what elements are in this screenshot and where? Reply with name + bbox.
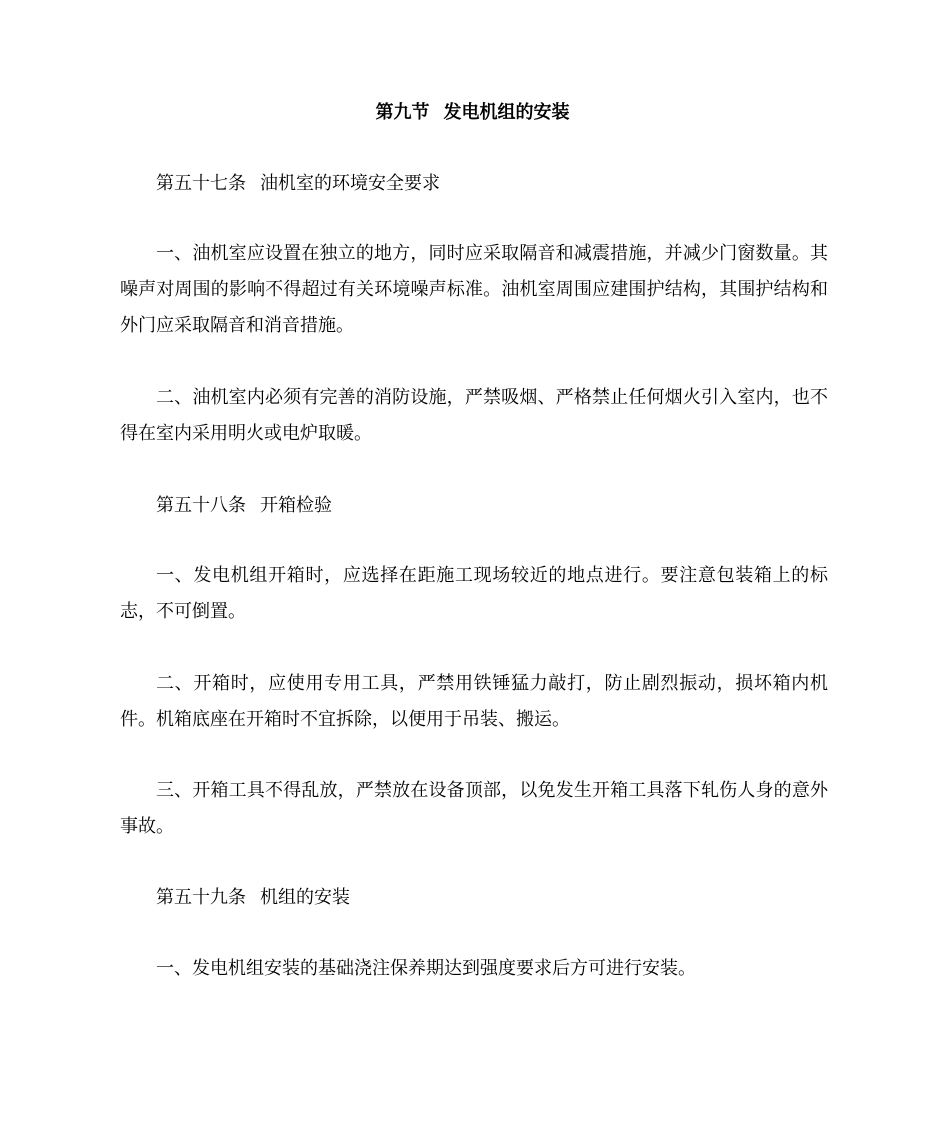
article-title: 油机室的环境安全要求 — [260, 173, 440, 194]
article-heading — [120, 166, 828, 202]
section-name: 发电机组的安装 — [443, 102, 570, 123]
section-title — [0, 100, 945, 126]
paragraph: 一、发电机组安装的基础浇注保养期达到强度要求后方可进行安装。 — [156, 958, 696, 979]
paragraph: 三、开箱工具不得乱放，严禁放在设备顶部，以免发生开箱工具落下轧伤人身的意外事故。 — [120, 780, 828, 837]
article-number: 第五十九条 — [156, 887, 246, 908]
paragraph: 一、油机室应设置在独立的地方，同时应采取隔音和减震措施，并减少门窗数量。其噪声对周围的影响不得超过有关环境噪声标准。油机室周围应建围护结构，其围护结构和外门应采取隔音和消音措施。 — [120, 243, 828, 336]
article-title: 机组的安装 — [260, 887, 350, 908]
paragraph: 二、油机室内必须有完善的消防设施，严禁吸烟、严格禁止任何烟火引入室内，也不得在室内采用明火或电炉取暖。 — [120, 387, 828, 444]
article-heading — [120, 488, 828, 524]
article-number: 第五十八条 — [156, 495, 246, 516]
article-title: 开箱检验 — [260, 495, 332, 516]
article-number: 第五十七条 — [156, 173, 246, 194]
article-heading — [120, 880, 828, 916]
section-number: 第九节 — [375, 102, 430, 123]
paragraph: 二、开箱时，应使用专用工具，严禁用铁锤猛力敲打，防止剧烈振动，损坏箱内机件。机箱底座在开箱时不宜拆除，以便用于吊装、搬运。 — [120, 673, 828, 730]
paragraph: 一、发电机组开箱时，应选择在距施工现场较近的地点进行。要注意包装箱上的标志，不可倒置。 — [120, 565, 828, 622]
